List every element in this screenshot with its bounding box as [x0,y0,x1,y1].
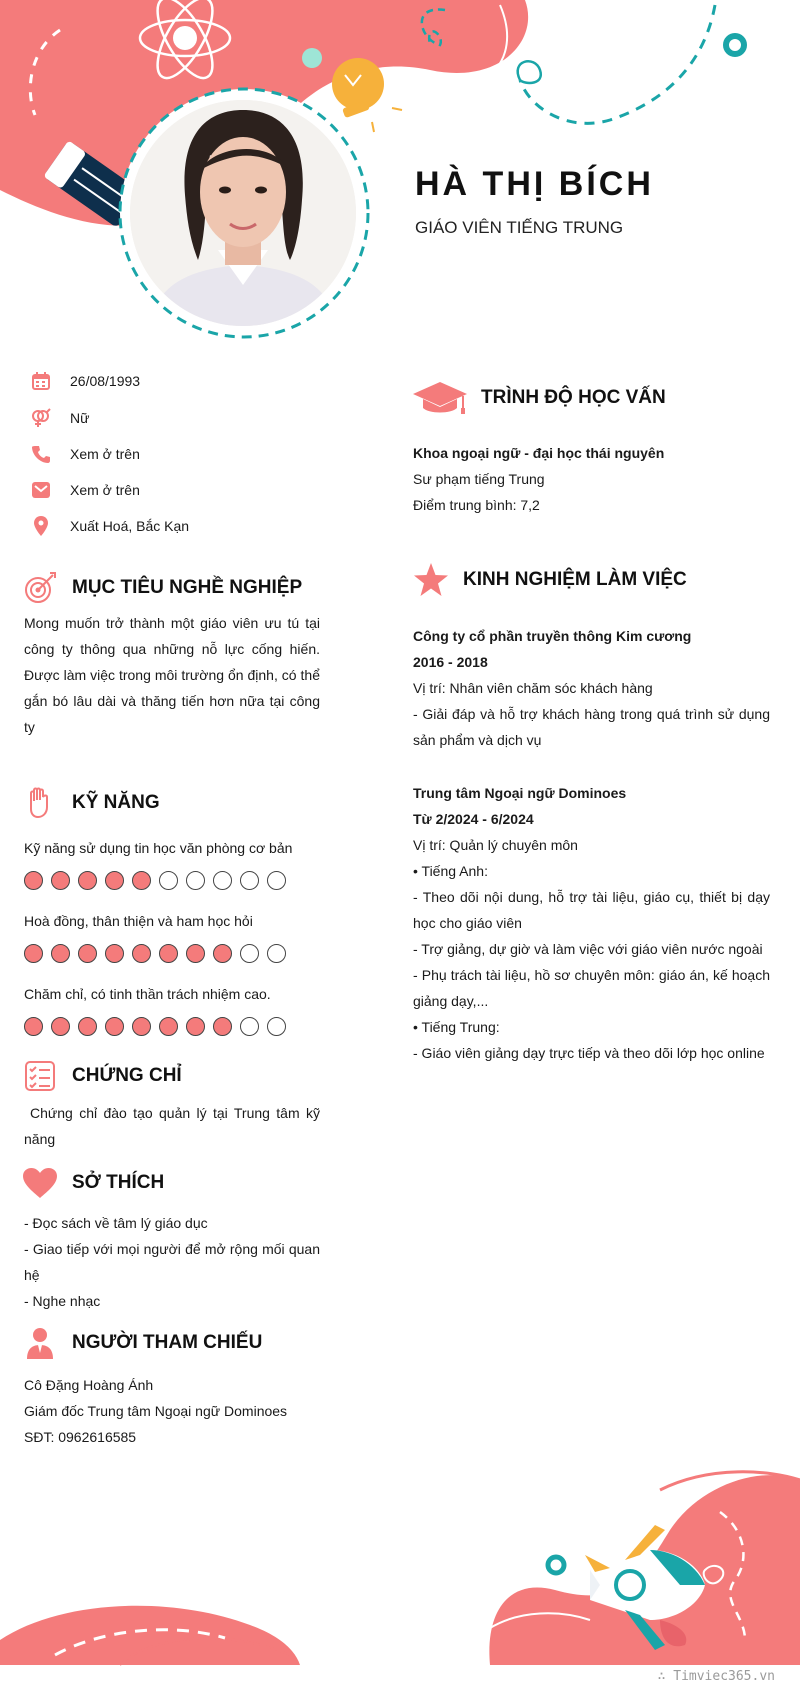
rating-dot-filled [186,1017,205,1036]
references-heading [22,1325,262,1361]
rating-dot-empty [213,871,232,890]
rating-dot-empty [267,944,286,963]
rating-dot-filled [78,1017,97,1036]
skill-rating [24,871,286,890]
skill-rating [24,1017,286,1036]
job-detail: • Tiếng Anh: [413,863,488,879]
job-detail: - Theo dõi nội dung, hỗ trợ tài liệu, giáo cụ, thiết bị dạy học cho giáo viên [413,889,770,931]
rating-dot-filled [78,871,97,890]
checklist-icon [22,1058,58,1094]
person-icon [22,1325,58,1361]
job-company: Công ty cổ phần truyền thông Kim cương [413,628,692,644]
rating-dot-filled [24,871,43,890]
graduation-cap-icon [413,380,467,416]
reference-position: Giám đốc Trung tâm Ngoại ngữ Dominoes [24,1403,288,1419]
location-icon [30,515,52,537]
references-heading-text: NGƯỜI THAM CHIẾU [72,1332,263,1353]
rating-dot-filled [51,1017,70,1036]
hobbies-heading-text: SỞ THÍCH [72,1172,165,1193]
target-icon [22,570,58,606]
job-detail: - Phụ trách tài liệu, hồ sơ chuyên môn: giáo án, kế hoạch giảng dạy,... [413,967,770,1009]
watermark: ∴ Timviec365.vn [657,1669,775,1684]
rating-dot-empty [159,871,178,890]
rating-dot-filled [78,944,97,963]
education-school: Khoa ngoại ngữ - đại học thái nguyên [413,445,665,461]
phone-text: Xem ở trên [70,446,140,462]
job-position: Vị trí: Quản lý chuyên môn [413,837,578,853]
rating-dot-empty [267,871,286,890]
job-detail: - Giáo viên giảng dạy trực tiếp và theo dõi lớp học online [413,1045,765,1061]
experience-heading-text: KINH NGHIỆM LÀM VIỆC [463,569,687,590]
skill-label: Chăm chỉ, có tinh thần trách nhiệm cao. [24,986,271,1002]
rating-dot-filled [132,944,151,963]
job-detail: • Tiếng Trung: [413,1019,500,1035]
address-text: Xuất Hoá, Bắc Kạn [70,518,190,534]
objective-text: Mong muốn trở thành một giáo viên ưu tú tại công ty thông qua những nỗ lực cống hiến. Được làm việc trong môi trường ổn định, có thể gắn bó lâu dài và thăng tiến hơn nữa tại công ty [24,615,320,735]
contact-birthdate [30,368,140,394]
education-heading [413,380,666,416]
education-heading-text: TRÌNH ĐỘ HỌC VẤN [481,387,666,408]
hobbies-heading [22,1165,164,1201]
phone-icon [30,443,52,465]
birthdate-text: 26/08/1993 [70,373,141,389]
rating-dot-filled [105,1017,124,1036]
rating-dot-filled [213,944,232,963]
skill-label: Kỹ năng sử dụng tin học văn phòng cơ bản [24,840,293,856]
rating-dot-empty [240,1017,259,1036]
rating-dot-empty [240,871,259,890]
reference-phone: SĐT: 0962616585 [24,1429,137,1445]
objective-heading-text: MỤC TIÊU NGHỀ NGHIỆP [72,577,303,598]
email-icon [30,479,52,501]
rating-dot-filled [132,871,151,890]
experience-heading [413,562,687,598]
calendar-icon [30,370,52,392]
rating-dot-filled [105,871,124,890]
certificates-heading [22,1058,182,1094]
job-title: GIÁO VIÊN TIẾNG TRUNG [415,218,624,237]
skills-heading-text: KỸ NĂNG [72,792,160,813]
certificates-text: Chứng chỉ đào tạo quản lý tại Trung tâm kỹ năng [24,1105,320,1147]
profile-photo [130,100,356,326]
job-position: Vị trí: Nhân viên chăm sóc khách hàng [413,680,653,696]
reference-name: Cô Đặng Hoàng Ánh [24,1377,154,1393]
job-detail: - Trợ giảng, dự giờ và làm việc với giáo viên nước ngoài [413,941,763,957]
gender-icon [30,407,52,429]
rating-dot-filled [24,1017,43,1036]
rating-dot-empty [240,944,259,963]
rating-dot-filled [51,871,70,890]
education-gpa: Điểm trung bình: 7,2 [413,497,540,513]
rating-dot-filled [105,944,124,963]
rating-dot-filled [159,944,178,963]
rating-dot-filled [24,944,43,963]
rating-dot-filled [213,1017,232,1036]
footer-decoration [0,1450,800,1690]
rating-dot-empty [186,871,205,890]
contact-phone [30,441,140,467]
star-icon [413,562,449,598]
contact-gender [30,405,89,431]
rating-dot-empty [267,1017,286,1036]
job-company: Trung tâm Ngoại ngữ Dominoes [413,785,627,801]
job-period: 2016 - 2018 [413,654,488,670]
email-text: Xem ở trên [70,482,140,498]
contact-address [30,513,189,539]
skills-heading [22,785,160,821]
candidate-name: HÀ THỊ BÍCH [415,165,654,203]
job-period: Từ 2/2024 - 6/2024 [413,811,534,827]
rating-dot-filled [51,944,70,963]
skill-label: Hoà đồng, thân thiện và ham học hỏi [24,913,253,929]
contact-email [30,477,140,503]
certificates-heading-text: CHỨNG CHỈ [72,1065,182,1086]
gender-text: Nữ [70,410,90,426]
hobby-item: - Nghe nhạc [24,1293,101,1309]
header-decoration [0,0,800,360]
rating-dot-filled [186,944,205,963]
rating-dot-filled [159,1017,178,1036]
job-description: - Giải đáp và hỗ trợ khách hàng trong quá trình sử dụng sản phẩm và dịch vụ [413,706,770,748]
hobby-item: - Đọc sách về tâm lý giáo dục [24,1215,208,1231]
objective-heading [22,570,302,606]
education-major: Sư phạm tiếng Trung [413,471,545,487]
hobby-item: - Giao tiếp với mọi người để mở rộng mối quan hệ [24,1241,320,1283]
skill-rating [24,944,286,963]
heart-icon [22,1165,58,1201]
hand-icon [22,785,58,821]
rating-dot-filled [132,1017,151,1036]
